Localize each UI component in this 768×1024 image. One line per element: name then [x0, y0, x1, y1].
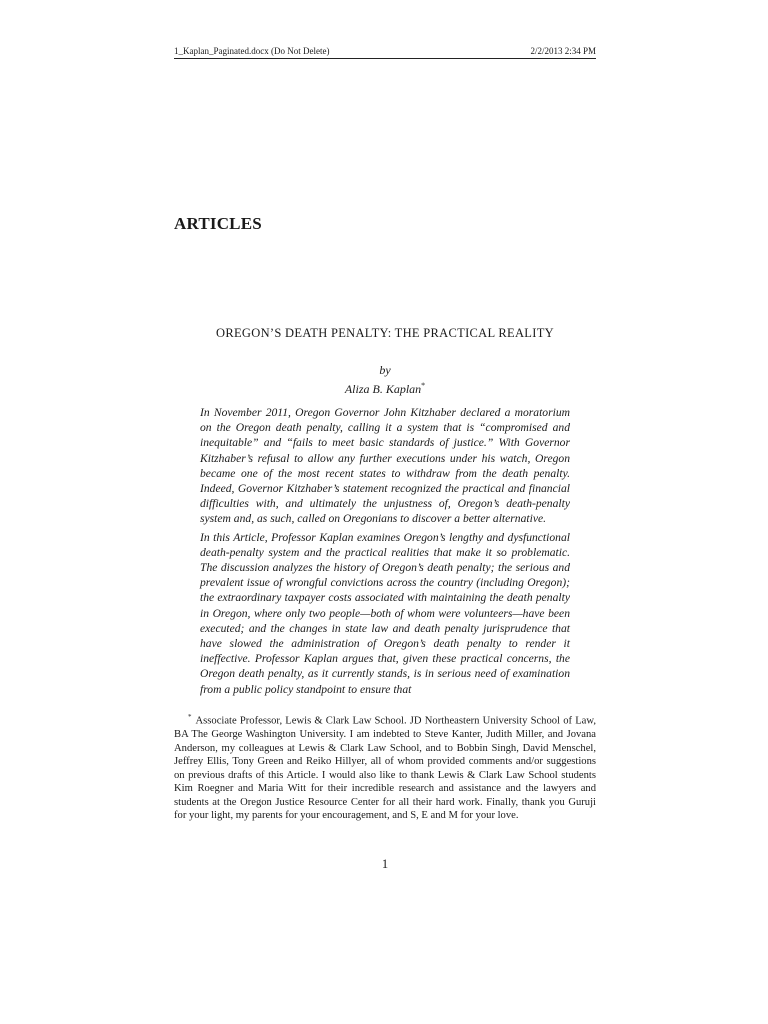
footnote-mark: *: [188, 713, 192, 721]
author-name: Aliza B. Kaplan: [344, 382, 422, 396]
author-footnote: [174, 711, 596, 823]
byline: [174, 363, 596, 397]
header-timestamp: 2/2/2013 2:34 PM: [530, 46, 596, 56]
page-number: 1: [381, 857, 389, 871]
section-title: ARTICLES: [174, 214, 262, 233]
byline-by: by: [379, 363, 391, 377]
abstract-paragraph-2: In this Article, Professor Kaplan examines Oregon’s lengthy and dysfunctional death-penalty system and the practical realities that make it so problematic. The discussion analyzes the history of Oregon’s death penalty; the serious and prevalent issue of wrongful convictions across the country (including Oregon); the extraordinary taxpayer costs associated with maintaining the death penalty in Oregon, where only two people—both of whom were volunteers—have been executed; and the changes in state law and death penalty jurisprudence that have slowed the administration of Oregon’s death penalty to render it ineffective. Professor Kaplan argues that, given these practical concerns, the Oregon death penalty, as it currently stands, is in serious need of examination from a public policy standpoint to ensure that: [200, 530, 570, 696]
header-filename: 1_Kaplan_Paginated.docx (Do Not Delete): [174, 46, 330, 56]
running-header: [174, 44, 596, 59]
author-line: [174, 378, 596, 397]
abstract-paragraph-1: In November 2011, Oregon Governor John Kitzhaber declared a moratorium on the Oregon death penalty, calling it a system that is “compromised and inequitable” and “fails to meet basic standards of justice.” With Governor Kitzhaber’s refusal to allow any further executions under his watch, Oregon became one of the most recent states to withdraw from the death penalty. Indeed, Governor Kitzhaber’s statement recognized the practical and financial difficulties with, and ultimately the unjustness of, Oregon’s death-penalty system and, as such, called on Oregonians to discover a better alternative.: [200, 406, 570, 526]
article-title: OREGON’S DEATH PENALTY: THE PRACTICAL REALITY: [216, 326, 554, 340]
abstract: [200, 405, 570, 696]
footnote-text: Associate Professor, Lewis & Clark Law School. JD Northeastern University School of Law, BA The George Washington University. I am indebted to Steve Kanter, Judith Miller, and Jovana Anderson, my colleagues at Lewis & Clark Law School, and to Bobbin Singh, David Menschel, Jeffrey Ellis, Tony Green and Reiko Hillyer, all of whom provided comments and/or suggestions on previous drafts of this Article. I would also like to thank Lewis & Clark Law School students Kim Roegner and Maria Witt for their incredible research and assistance and the lawyers and students at the Oregon Justice Resource Center for all their hard work. Finally, thank you Guruji for your light, my parents for your encouragement, and S, E and M for your love.: [174, 715, 596, 822]
author-footnote-mark: *: [421, 381, 426, 390]
